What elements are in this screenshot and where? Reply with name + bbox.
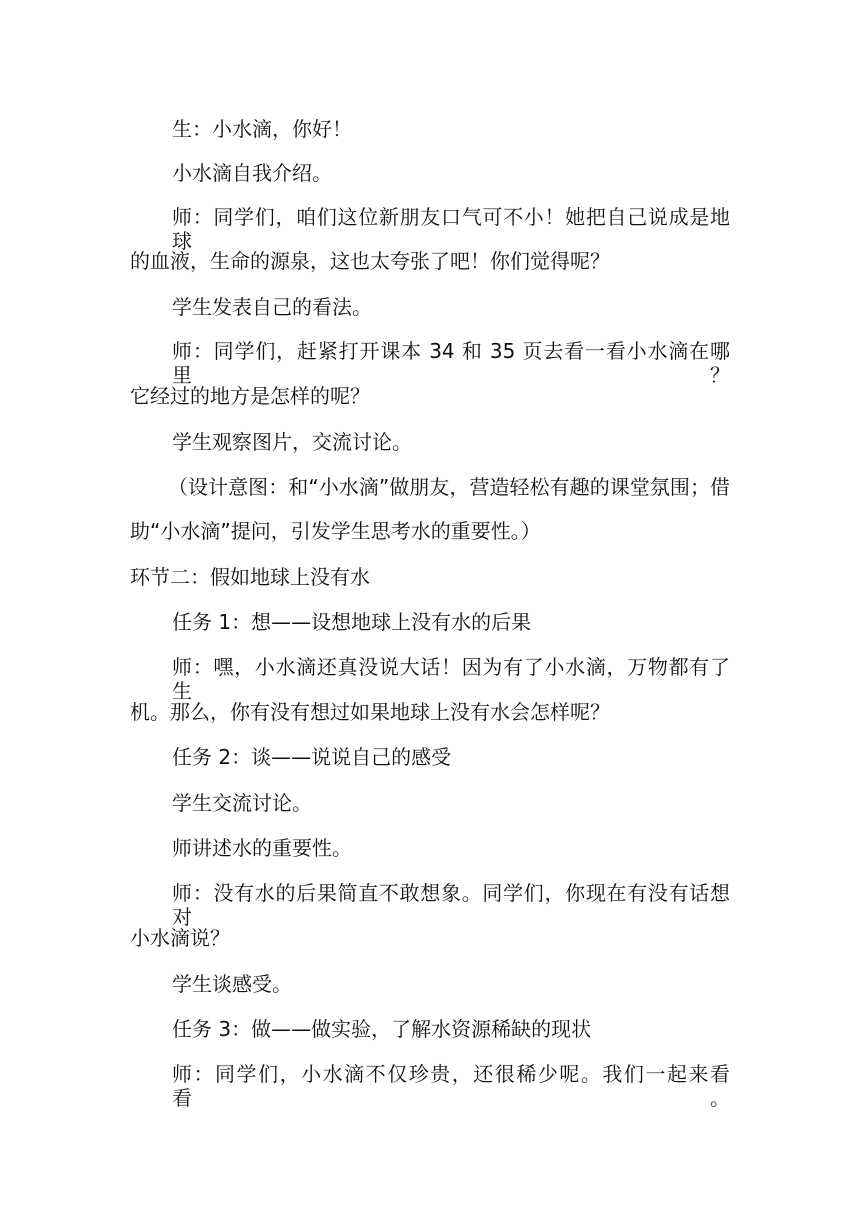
- paragraph-line: 师：同学们，小水滴不仅珍贵，还很稀少呢。我们一起来看看。: [172, 1062, 730, 1110]
- paragraph-line: 师：嘿，小水滴还真没说大话！因为有了小水滴，万物都有了生: [172, 655, 730, 703]
- paragraph-line: 学生发表自己的看法。: [172, 295, 372, 319]
- paragraph-line: 学生谈感受。: [172, 972, 292, 996]
- paragraph-line: 小水滴说？: [130, 926, 230, 950]
- paragraph-line: 机。那么，你有没有想过如果地球上没有水会怎样呢？: [130, 700, 610, 724]
- paragraph-line: 学生交流讨论。: [172, 791, 312, 815]
- paragraph-line: 师：同学们，赶紧打开课本 34 和 35 页去看一看小水滴在哪里？: [172, 339, 730, 387]
- paragraph-line: 它经过的地方是怎样的呢？: [130, 384, 370, 408]
- paragraph-line: 师：没有水的后果简直不敢想象。同学们，你现在有没有话想对: [172, 881, 730, 929]
- paragraph-line: 师：同学们，咱们这位新朋友口气可不小！她把自己说成是地球: [172, 205, 730, 253]
- task-heading: 任务 3：做——做实验，了解水资源稀缺的现状: [172, 1017, 592, 1041]
- section-heading: 环节二：假如地球上没有水: [130, 565, 370, 589]
- paragraph-line: 生：小水滴，你好！: [172, 117, 352, 141]
- design-intent-line: 助“小水滴”提问，引发学生思考水的重要性。）: [130, 519, 541, 543]
- task-heading: 任务 2：谈——说说自己的感受: [172, 745, 452, 769]
- paragraph-line: 的血液，生命的源泉，这也太夸张了吧！你们觉得呢？: [130, 249, 610, 273]
- design-intent-line: （设计意图：和“小水滴”做朋友，营造轻松有趣的课堂氛围；借: [168, 475, 730, 499]
- paragraph-line: 学生观察图片，交流讨论。: [172, 430, 412, 454]
- paragraph-line: 小水滴自我介绍。: [172, 161, 332, 185]
- task-heading: 任务 1：想——设想地球上没有水的后果: [172, 610, 532, 634]
- paragraph-line: 师讲述水的重要性。: [172, 836, 352, 860]
